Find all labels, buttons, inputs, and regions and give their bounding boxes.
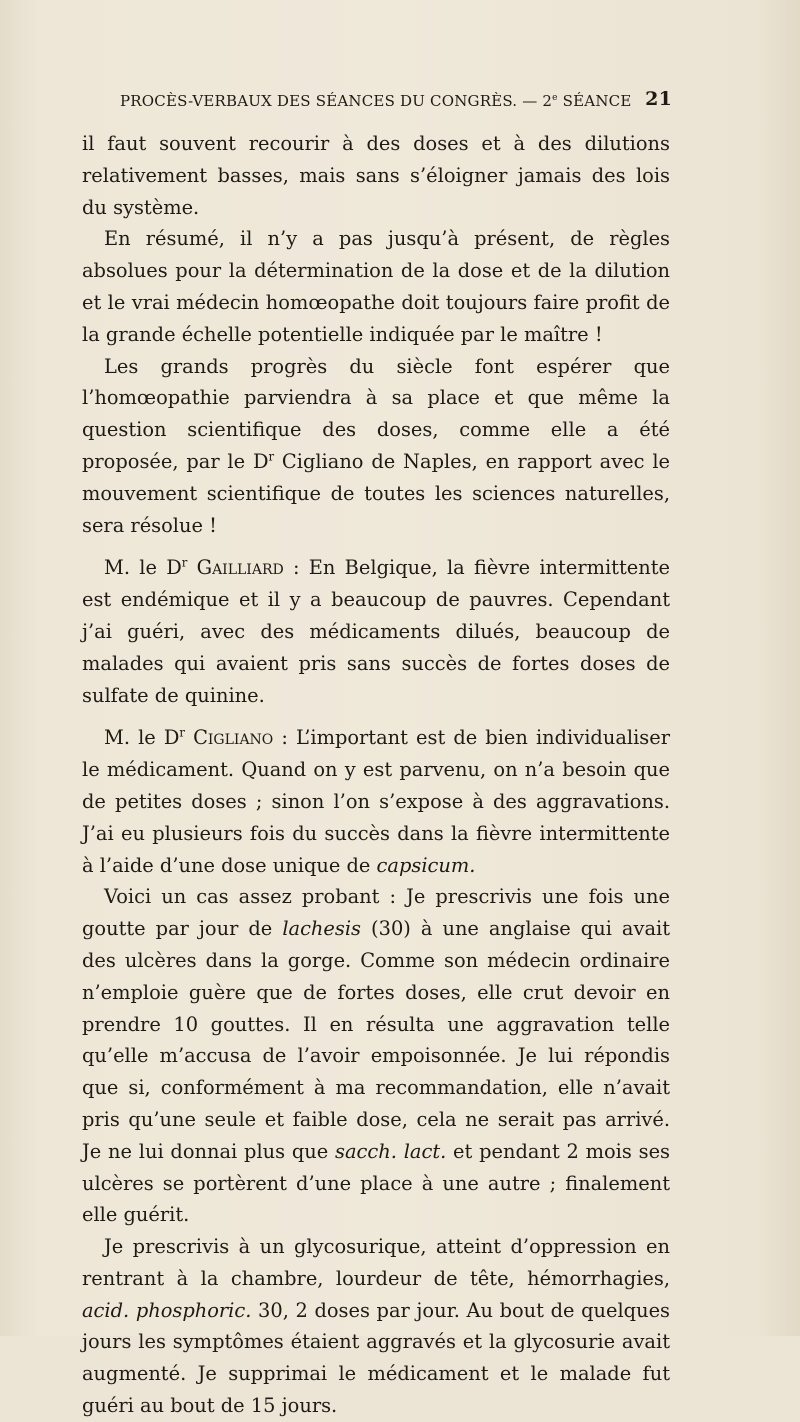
page-number: 21 [645, 88, 672, 110]
paragraph-1: il faut souvent recourir à des doses et à des dilutions relativement basses, mais sans s’éloigner jamais des lois du système. [82, 132, 670, 219]
page-header [120, 88, 672, 114]
speaker-name: Cigliano [193, 726, 274, 750]
page-body [82, 128, 670, 1422]
paragraph-2: En résumé, il n’y a pas jusqu’à présent, de règles absolues pour la détermination de la dose et de la dilution et le vrai médecin homœopathe doit toujours faire profit de la grande échelle potentielle indiquée par le maître ! [82, 227, 670, 346]
running-title: PROCÈS-VERBAUX DES SÉANCES DU CONGRÈS. — 2e SÉANCE [120, 92, 632, 110]
paragraph-cigliano: M. le $D^r$ Cigliano : L’important est de bien individualiser le médicament. Quand on y est parvenu, on n’a besoin que de petites doses ; sinon l’on s’expose à des aggravations. J’ai eu plusieurs fois du succès dans la fièvre intermittente à l’aide d’une dose unique de capsicum. [82, 725, 670, 877]
paragraph-case-lachesis: Voici un cas assez probant : Je prescrivis une fois une goutte par jour de lachesis (30) à une anglaise qui avait des ulcères dans la gorge. Comme son médecin ordinaire n’emploie guère que de fortes doses, elle crut devoir en prendre 10 gouttes. Il en résulta une aggravation telle qu’elle m’accusa de l’avoir empoisonnée. Je lui répondis que si, conformément à ma recommandation, elle n’avait pris qu’une seule et faible dose, cela ne serait pas arrivé. Je ne lui donnai plus que sacch. lact. et pendant 2 mois ses ulcères se portèrent d’une place à une autre ; finalement elle guérit. [82, 885, 670, 1227]
paragraph-case-glycosurique: Je prescrivis à un glycosurique, atteint d’oppression en rentrant à la chambre, lourdeur de tête, hémorrhagies, acid. phosphoric. 30, 2 doses par jour. Au bout de quelques jours les symptômes étaient aggravés et la glycosurie avait augmenté. Je supprimai le médicament et le malade fut guéri au bout de 15 jours. [82, 1235, 670, 1418]
paragraph-gailliard: M. le $D^r$ Gailliard : En Belgique, la fièvre intermittente est endémique et il y a beaucoup de pauvres. Cependant j’ai guéri, avec des médicaments dilués, beaucoup de malades qui avaient pris sans succès de fortes doses de sulfate de quinine. [82, 555, 670, 707]
paragraph-3: Les grands progrès du siècle font espérer que l’homœopathie parviendra à sa place et que même la question scientifique des doses, comme elle a été proposée, par le $D^r$ Cigliano de Naples, en rapport avec le mouvement scientifique de toutes les sciences naturelles, sera résolue ! [82, 354, 671, 537]
speaker-name: Gailliard [196, 556, 284, 580]
